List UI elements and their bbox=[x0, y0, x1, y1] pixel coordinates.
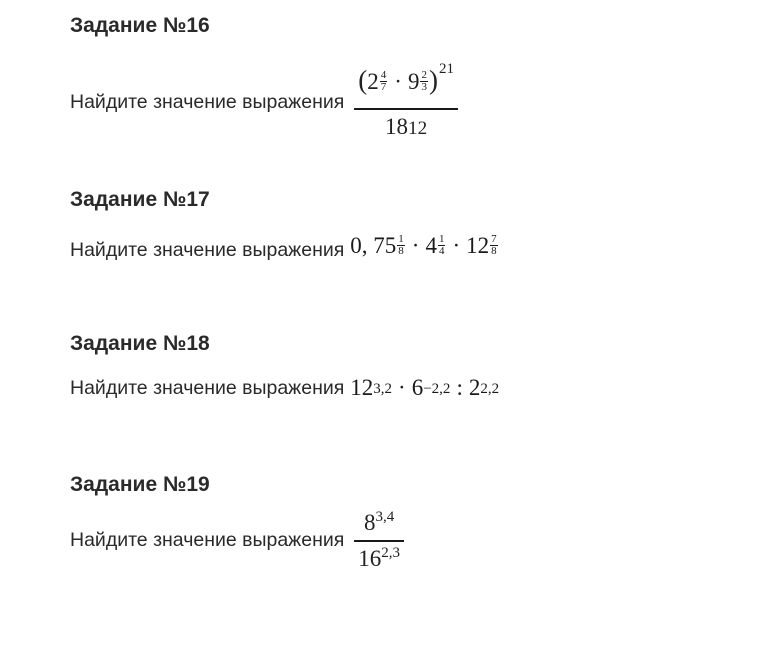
multiply-operator: · bbox=[452, 233, 461, 258]
exponent-fraction: 1 8 bbox=[398, 233, 404, 257]
math-expression bbox=[350, 233, 498, 268]
base: 4 bbox=[425, 233, 437, 258]
exponent: 3,4 bbox=[375, 509, 395, 525]
exponent-fraction: 4 7 bbox=[380, 69, 387, 93]
task-line bbox=[70, 61, 458, 140]
base: 6 bbox=[411, 375, 424, 400]
exponent-fraction: 1 4 bbox=[438, 233, 445, 257]
task-line bbox=[70, 233, 499, 268]
multiply-operator: · bbox=[411, 233, 420, 258]
exponent: 12 bbox=[408, 117, 428, 139]
multiply-operator: · bbox=[398, 375, 406, 400]
base: 12 bbox=[350, 375, 374, 400]
math-expression: 12 $^{3,2}$ · 6 $^{-2,2}$ : 2 $^{2,2}$ bbox=[350, 375, 500, 400]
base: 16 bbox=[358, 545, 382, 571]
fraction-expression bbox=[354, 510, 404, 572]
divide-operator: : bbox=[456, 375, 463, 400]
outer-exponent: 21 bbox=[438, 61, 454, 77]
base: 2 bbox=[468, 375, 481, 400]
multiply-operator: · bbox=[394, 69, 402, 94]
exponent-fraction: 2 3 bbox=[421, 69, 427, 93]
task-prompt: Найдите значение выражения bbox=[70, 90, 345, 113]
task-title: Задание №18 bbox=[70, 332, 210, 355]
task-line bbox=[70, 510, 404, 572]
task-line bbox=[70, 375, 499, 401]
base: 8 bbox=[364, 510, 376, 535]
fraction-denominator bbox=[381, 110, 431, 140]
task-16 bbox=[70, 13, 454, 139]
fraction-expression bbox=[354, 61, 458, 140]
task-17 bbox=[70, 187, 497, 261]
task-18 bbox=[70, 331, 500, 400]
base: 12 bbox=[466, 233, 490, 258]
exponent-fraction: 7 8 bbox=[491, 233, 497, 257]
base: 0, 75 bbox=[350, 233, 397, 258]
fraction-numerator: ( 2 4 7 · 9 2 3 ) 21 bbox=[358, 61, 454, 95]
task-title: Задание №16 bbox=[70, 14, 210, 37]
task-prompt: Найдите значение выражения bbox=[70, 239, 345, 261]
fraction-numerator bbox=[360, 510, 398, 540]
task-prompt: Найдите значение выражения bbox=[70, 529, 345, 552]
fraction-denominator bbox=[354, 542, 404, 572]
exponent: 2,3 bbox=[381, 544, 401, 561]
task-prompt: Найдите значение выражения bbox=[70, 376, 345, 399]
base: 2 bbox=[367, 69, 379, 94]
task-19 bbox=[70, 472, 401, 571]
task-title: Задание №17 bbox=[70, 188, 210, 211]
task-title: Задание №19 bbox=[70, 473, 210, 496]
base: 9 bbox=[407, 69, 420, 94]
base: 18 bbox=[385, 113, 409, 139]
